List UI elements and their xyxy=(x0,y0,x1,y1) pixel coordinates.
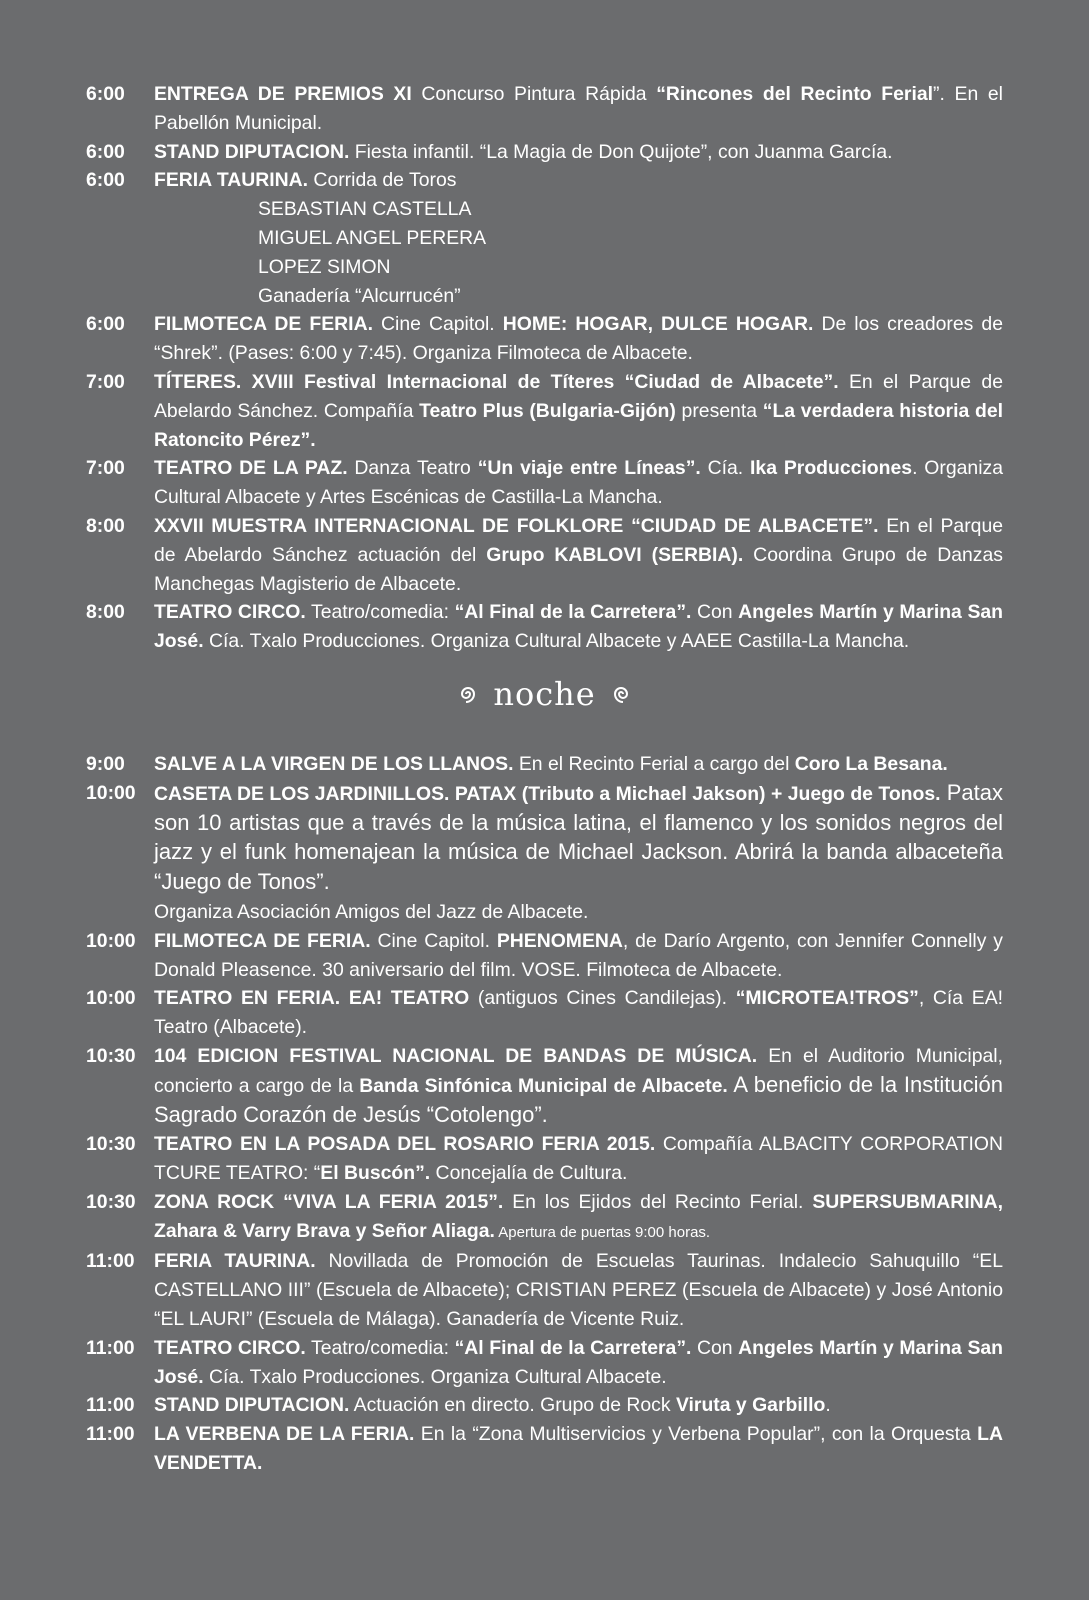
entry-text xyxy=(154,598,1003,656)
schedule-entry xyxy=(86,984,1003,1042)
entry-highlight: HOME: HOGAR, DULCE HOGAR. xyxy=(502,313,814,336)
entry-detail: Apertura de puertas 9:00 horas. xyxy=(494,1223,711,1241)
entry-line: Ganadería “Alcurrucén” xyxy=(258,284,461,307)
entry-highlight: Coro La Besana. xyxy=(794,752,948,775)
entry-detail: Teatro/comedia: xyxy=(305,601,455,624)
entry-text xyxy=(154,750,1003,779)
entry-highlight: FILMOTECA DE FERIA. xyxy=(154,929,371,952)
entry-line: MIGUEL ANGEL PERERA xyxy=(258,226,487,249)
entry-time: 11:00 xyxy=(86,1250,135,1273)
entry-time: 10:30 xyxy=(86,1133,136,1156)
afternoon-schedule xyxy=(86,80,1003,656)
schedule-entry xyxy=(86,1188,1003,1248)
entry-time: 10:00 xyxy=(86,781,136,804)
entry-description xyxy=(154,512,1003,598)
entry-highlight: “La verdadera historia del Ratoncito Pérez”. xyxy=(154,399,1003,451)
entry-time: 11:00 xyxy=(86,1423,135,1446)
schedule-entry xyxy=(86,138,1003,167)
entry-detail: . Organiza Cultural Albacete y Artes Escénicas de Castilla-La Mancha. xyxy=(154,457,1003,509)
entry-detail: Concejalía de Cultura. xyxy=(430,1162,628,1185)
entry-highlight: LA VENDETTA. xyxy=(154,1423,1003,1475)
entry-detail: En el Parque de Abelardo Sánchez actuación del xyxy=(154,514,1004,566)
entry-detail: Coordina Grupo de Danzas Manchegas Magisterio de Albacete. xyxy=(154,543,1003,595)
entry-detail: Corrida de Toros xyxy=(308,169,457,192)
entry-detail: ”. En el Pabellón Municipal. xyxy=(154,83,1003,134)
entry-text xyxy=(154,166,1003,195)
entry-highlight: “Un viaje entre Líneas”. xyxy=(477,457,701,480)
entry-highlight: TEATRO DE LA PAZ. xyxy=(154,457,348,480)
entry-highlight: Teatro Plus (Bulgaria-Gijón) xyxy=(419,399,676,422)
entry-description xyxy=(154,1042,1003,1130)
entry-text xyxy=(154,1130,1003,1188)
entry-text xyxy=(154,984,1003,1042)
entry-highlight: LA VERBENA DE LA FERIA. xyxy=(154,1423,415,1446)
entry-text xyxy=(154,1334,1003,1392)
schedule-entry xyxy=(86,454,1003,512)
schedule-entry xyxy=(86,1420,1003,1478)
entry-description xyxy=(154,984,1003,1042)
schedule-entry xyxy=(86,598,1003,656)
entry-highlight: STAND DIPUTACION. xyxy=(154,140,350,163)
entry-text xyxy=(154,927,1003,985)
entry-time: 6:00 xyxy=(86,83,125,105)
entry-highlight: 104 EDICION FESTIVAL NACIONAL DE BANDAS DE MÚSICA. xyxy=(154,1044,758,1067)
schedule-entry xyxy=(86,1042,1003,1130)
entry-detail: , Cía EA! Teatro (Albacete). xyxy=(154,987,1004,1039)
entry-highlight: “Rincones del Recinto Ferial xyxy=(656,83,934,105)
entry-text xyxy=(154,1391,1003,1420)
entry-detail: En el Parque de Abelardo Sánchez. Compañía xyxy=(154,370,1003,422)
entry-description xyxy=(154,1247,1003,1333)
entry-highlight: XXVII MUESTRA INTERNACIONAL DE FOLKLORE “CIUDAD DE ALBACETE”. xyxy=(154,514,879,537)
entry-time: 6:00 xyxy=(86,169,125,192)
entry-highlight: Angeles Martín y Marina San José. xyxy=(154,601,1004,653)
schedule-entry xyxy=(86,750,1003,779)
entry-text xyxy=(154,512,1003,598)
entry-line: LOPEZ SIMON xyxy=(258,255,391,278)
entry-highlight: TEATRO EN FERIA. EA! TEATRO xyxy=(154,987,470,1010)
entry-detail: Danza Teatro xyxy=(347,457,478,480)
entry-detail: En el Auditorio Municipal, concierto a cargo de la xyxy=(154,1044,1003,1097)
entry-detail: Fiesta infantil. “La Magia de Don Quijote”, con Juanma García. xyxy=(349,140,893,163)
entry-highlight: El Buscón”. xyxy=(320,1162,431,1185)
entry-description xyxy=(154,779,1003,927)
section-title: noche xyxy=(493,675,596,714)
schedule-entry xyxy=(86,1247,1003,1333)
schedule-entry xyxy=(86,166,1003,310)
entry-description xyxy=(154,1130,1003,1188)
entry-detail: Novillada de Promoción de Escuelas Taurinas. Indalecio Sahuquillo “EL CASTELLANO III” (Escuela de Albacete); CRISTIAN PEREZ (Escuela de Albacete) y José Antonio “EL LAURI” (Escuela de Málaga). Ganadería de Vicente Ruiz. xyxy=(154,1250,1003,1331)
entry-text xyxy=(154,779,1003,898)
entry-description xyxy=(154,1420,1003,1478)
entry-text xyxy=(154,368,1003,454)
entry-description xyxy=(154,166,1003,310)
entry-text xyxy=(154,1420,1003,1478)
entry-highlight: TEATRO CIRCO. xyxy=(154,601,306,624)
entry-text xyxy=(154,1247,1003,1333)
entry-highlight: “Al Final de la Carretera”. xyxy=(454,1336,692,1359)
entry-description xyxy=(154,598,1003,656)
entry-detail: Compañía ALBACITY CORPORATION TCURE TEATRO: “ xyxy=(154,1133,1003,1185)
entry-text xyxy=(154,454,1003,512)
entry-description xyxy=(154,1334,1003,1392)
entry-highlight: TÍTERES. XVIII Festival Internacional de Títeres “Ciudad de Albacete”. xyxy=(154,370,839,393)
entry-detail: , de Darío Argento, con Jennifer Connelly y Donald Pleasence. 30 aniversario del film. VOSE. Filmoteca de Albacete. xyxy=(154,929,1003,981)
entry-highlight: Viruta y Garbillo xyxy=(675,1394,826,1417)
entry-highlight: STAND DIPUTACION. xyxy=(154,1394,350,1417)
entry-detail: Cine Capitol. xyxy=(372,313,503,336)
entry-detail: Cine Capitol. xyxy=(370,929,497,952)
entry-detail: (antiguos Cines Candilejas). xyxy=(469,987,736,1010)
entry-description xyxy=(154,368,1003,454)
entry-highlight: SALVE A LA VIRGEN DE LOS LLANOS. xyxy=(154,752,514,775)
entry-highlight: PHENOMENA xyxy=(496,929,623,952)
entry-highlight: SUPERSUBMARINA, Zahara & Varry Brava y Señor Aliaga. xyxy=(154,1190,1003,1242)
entry-highlight: CASETA DE LOS JARDINILLOS. PATAX (Tributo a Michael Jakson) + Juego de Tonos. xyxy=(154,782,941,805)
entry-detail: En la “Zona Multiservicios y Verbena Popular”, con la Orquesta xyxy=(414,1423,978,1446)
entry-highlight: TEATRO CIRCO. xyxy=(154,1336,306,1359)
entry-detail: . xyxy=(825,1394,831,1417)
night-schedule xyxy=(86,750,1003,1478)
schedule-entry xyxy=(86,1391,1003,1420)
entry-detail: En los Ejidos del Recinto Ferial. xyxy=(503,1190,813,1213)
entry-detail: Cía. xyxy=(700,457,751,480)
entry-detail: Concurso Pintura Rápida xyxy=(411,83,657,105)
entry-highlight: ENTREGA DE PREMIOS XI xyxy=(154,83,412,105)
entry-time: 10:30 xyxy=(86,1044,136,1067)
entry-highlight: Banda Sinfónica Municipal de Albacete. xyxy=(359,1074,728,1097)
entry-highlight: ZONA ROCK “VIVA LA FERIA 2015”. xyxy=(154,1190,504,1213)
entry-description xyxy=(154,1391,1003,1420)
entry-text xyxy=(154,310,1003,368)
schedule-entry xyxy=(86,80,1003,138)
entry-detail: presenta xyxy=(675,399,763,422)
entry-highlight: FERIA TAURINA. xyxy=(154,1250,316,1273)
entry-time: 7:00 xyxy=(86,457,125,480)
entry-description xyxy=(154,1188,1003,1248)
entry-highlight: “Al Final de la Carretera”. xyxy=(454,601,692,624)
entry-time: 7:00 xyxy=(86,370,125,393)
entry-description xyxy=(154,80,1003,138)
entry-time: 9:00 xyxy=(86,752,125,775)
entry-detail: Teatro/comedia: xyxy=(305,1336,455,1359)
entry-description xyxy=(154,750,1003,779)
schedule-entry xyxy=(86,512,1003,598)
entry-time: 11:00 xyxy=(86,1394,135,1417)
swirl-left-icon xyxy=(457,683,479,705)
entry-time: 11:00 xyxy=(86,1336,135,1359)
entry-detail: Patax son 10 artistas que a través de la música latina, el flamenco y los sonidos negros del jazz y el funk homenajean la música de Michael Jackson. Abrirá la banda albaceteña “Juego de Tonos”. xyxy=(154,779,1003,895)
entry-detail: A beneficio de la Institución Sagrado Corazón de Jesús “Cotolengo”. xyxy=(154,1071,1003,1127)
entry-highlight: FERIA TAURINA. xyxy=(154,169,309,192)
entry-detail: Cía. Txalo Producciones. Organiza Cultural Albacete y AAEE Castilla-La Mancha. xyxy=(203,630,910,653)
entry-detail: En el Recinto Ferial a cargo del xyxy=(513,752,795,775)
entry-time: 8:00 xyxy=(86,514,125,537)
entry-highlight: FILMOTECA DE FERIA. xyxy=(154,313,373,336)
entry-text xyxy=(154,1188,1003,1248)
entry-description xyxy=(154,310,1003,368)
entry-text xyxy=(154,1042,1003,1130)
entry-highlight: Ika Producciones xyxy=(750,457,913,480)
schedule-entry xyxy=(86,779,1003,927)
entry-time: 10:00 xyxy=(86,929,136,952)
entry-description xyxy=(154,927,1003,985)
entry-highlight: TEATRO EN LA POSADA DEL ROSARIO FERIA 2015. xyxy=(154,1133,656,1156)
section-heading-noche xyxy=(86,670,1003,714)
entry-detail: Con xyxy=(691,601,739,624)
entry-detail: Actuación en directo. Grupo de Rock xyxy=(349,1394,676,1417)
swirl-right-icon xyxy=(610,683,632,705)
schedule-entry xyxy=(86,1334,1003,1392)
schedule-entry xyxy=(86,927,1003,985)
entry-time: 6:00 xyxy=(86,313,125,336)
schedule-entry xyxy=(86,310,1003,368)
entry-detail: Cía. Txalo Producciones. Organiza Cultural Albacete. xyxy=(203,1365,667,1388)
entry-highlight: Angeles Martín y Marina San José. xyxy=(154,1336,1004,1388)
entry-description xyxy=(154,138,1003,167)
entry-line: SEBASTIAN CASTELLA xyxy=(258,198,472,221)
entry-text xyxy=(154,138,1003,167)
entry-highlight: Grupo KABLOVI (SERBIA). xyxy=(486,543,744,566)
entry-time: 6:00 xyxy=(86,140,125,163)
entry-time: 10:30 xyxy=(86,1190,136,1213)
entry-note: Organiza Asociación Amigos del Jazz de Albacete. xyxy=(154,900,589,923)
entry-time: 8:00 xyxy=(86,601,125,624)
schedule-entry xyxy=(86,368,1003,454)
entry-detail: De los creadores de “Shrek”. (Pases: 6:00 y 7:45). Organiza Filmoteca de Albacete. xyxy=(154,313,1003,365)
entry-text xyxy=(154,80,1003,138)
entry-detail: Con xyxy=(691,1336,739,1359)
schedule-entry xyxy=(86,1130,1003,1188)
entry-highlight: “MICROTEA!TROS” xyxy=(735,987,919,1010)
entry-description xyxy=(154,454,1003,512)
entry-time: 10:00 xyxy=(86,987,136,1010)
